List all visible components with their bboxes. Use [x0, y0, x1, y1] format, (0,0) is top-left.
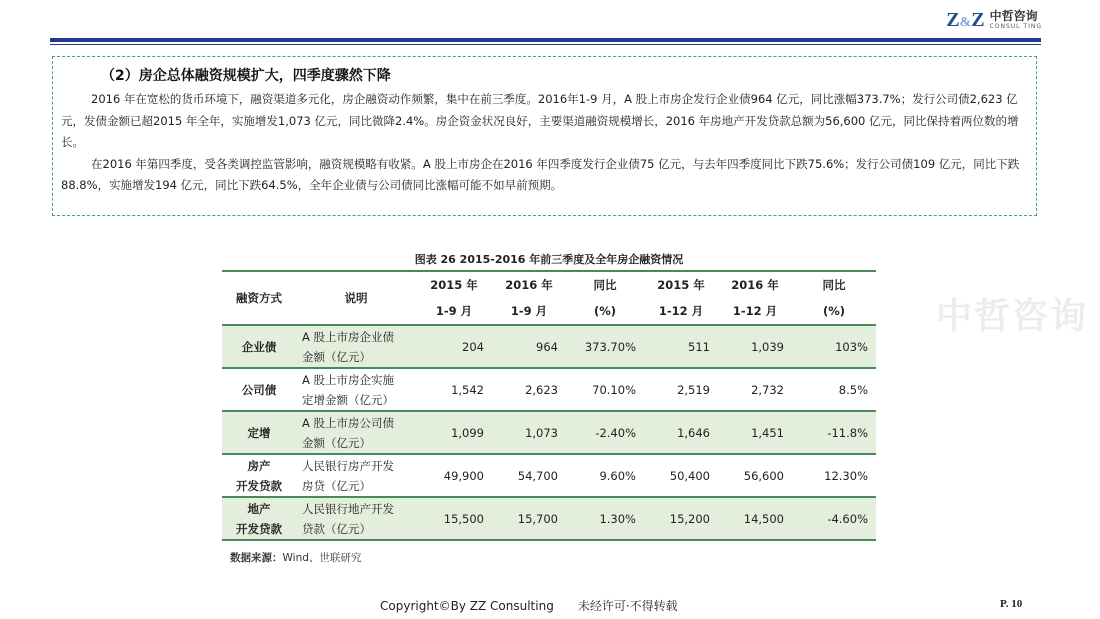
header-rule-thin [50, 44, 1041, 45]
table-row [222, 325, 876, 368]
cell-yoy-9: 70.10% [566, 368, 644, 411]
cell-2015-9: 1,099 [416, 411, 492, 454]
row-name: 定增 [222, 411, 296, 454]
cell-yoy-9: 9.60% [566, 454, 644, 497]
cell-yoy-9: -2.40% [566, 411, 644, 454]
cell-yoy-12: 8.5% [792, 368, 876, 411]
header-2015-12: 2015 年 [644, 271, 718, 298]
cell-2015-12: 15,200 [644, 497, 718, 540]
cell-2015-12: 1,646 [644, 411, 718, 454]
cell-2015-9: 15,500 [416, 497, 492, 540]
logo-mark: Z&Z [946, 8, 984, 31]
cell-2015-9: 204 [416, 325, 492, 368]
cell-2016-12: 1,039 [718, 325, 792, 368]
header-yoy-9-sub: (%) [593, 304, 617, 318]
copyright-text: Copyright©By ZZ Consulting [380, 599, 554, 613]
cell-2015-12: 50,400 [644, 454, 718, 497]
watermark: 中哲咨询 [936, 296, 1089, 337]
row-name: 公司债 [222, 368, 296, 411]
cell-2016-9: 54,700 [492, 454, 566, 497]
reprint-notice: 未经许可·不得转载 [577, 599, 678, 613]
section-heading: （2）房企总体融资规模扩大，四季度骤然下降 [101, 68, 391, 84]
cell-yoy-12: 103% [792, 325, 876, 368]
row-desc: A 股上市房公司债 金额（亿元） [296, 411, 416, 454]
row-name: 企业债 [222, 325, 296, 368]
header-2016-12-sub: 1-12 月 [732, 304, 778, 318]
header-yoy-12: 同比 [792, 271, 876, 298]
row-desc: A 股上市房企实施 定增金额（亿元） [296, 368, 416, 411]
cell-yoy-12: 12.30% [792, 454, 876, 497]
header-2016-9-sub: 1-9 月 [510, 304, 548, 318]
summary-box [52, 56, 1037, 216]
cell-yoy-12: -11.8% [792, 411, 876, 454]
financing-table [222, 270, 876, 541]
cell-2016-12: 1,451 [718, 411, 792, 454]
table-row [222, 497, 876, 540]
header-2015-9-sub: 1-9 月 [435, 304, 473, 318]
cell-2015-9: 49,900 [416, 454, 492, 497]
page-number: P. 10 [1000, 598, 1023, 610]
cell-yoy-12: -4.60% [792, 497, 876, 540]
header-2015-12-sub: 1-12 月 [658, 304, 704, 318]
cell-yoy-9: 373.70% [566, 325, 644, 368]
header-2016-9: 2016 年 [492, 271, 566, 298]
figure-title: 图表 26 2015-2016 年前三季度及全年房企融资情况 [414, 253, 684, 266]
row-name: 地产 开发贷款 [222, 497, 296, 540]
table-row [222, 411, 876, 454]
logo-english-name: CONSUL TING [989, 23, 1042, 30]
paragraph-2: 在2016 年第四季度，受各类调控监管影响，融资规模略有收紧。A 股上市房企在2016 年四季度发行企业债75 亿元，与去年四季度同比下跌75.6%；发行公司债109 亿元，同比下跌88.8%，实施增发194 亿元，同比下跌64.5%，全年企业债与公司债同比涨幅可能不如早前预期。 [61, 156, 1020, 192]
paragraph-1: 2016 年在宽松的货币环境下，融资渠道多元化，房企融资动作频繁，集中在前三季度。2016年1-9 月，A 股上市房企发行企业债964 亿元，同比涨幅373.7%；发行公司债2,623 亿元，发债金额已超2015 年全年，实施增发1,073 亿元，同比微降2.4%。房企资金状况良好，主要渠道融资规模增长，2016 年房地产开发贷款总额为56,600 亿元，同比保持着两位数的增长。 [61, 92, 1019, 149]
footer [380, 597, 678, 614]
header-rule-thick [50, 38, 1041, 42]
header-yoy-12-sub: (%) [822, 304, 846, 318]
header-desc: 说明 [296, 271, 416, 325]
cell-yoy-9: 1.30% [566, 497, 644, 540]
table-row [222, 368, 876, 411]
header-2016-12: 2016 年 [718, 271, 792, 298]
header-method: 融资方式 [222, 271, 296, 325]
table-row [222, 454, 876, 497]
brand-logo [946, 8, 1042, 32]
row-name: 房产 开发贷款 [222, 454, 296, 497]
cell-2016-9: 1,073 [492, 411, 566, 454]
cell-2016-12: 14,500 [718, 497, 792, 540]
cell-2016-12: 2,732 [718, 368, 792, 411]
cell-2015-12: 511 [644, 325, 718, 368]
cell-2016-9: 2,623 [492, 368, 566, 411]
row-desc: 人民银行房产开发 房贷（亿元） [296, 454, 416, 497]
logo-chinese-name: 中哲咨询 [989, 9, 1038, 23]
cell-2015-12: 2,519 [644, 368, 718, 411]
cell-2016-12: 56,600 [718, 454, 792, 497]
row-desc: A 股上市房企业债 金额（亿元） [296, 325, 416, 368]
header-2015-9: 2015 年 [416, 271, 492, 298]
cell-2016-9: 964 [492, 325, 566, 368]
cell-2015-9: 1,542 [416, 368, 492, 411]
cell-2016-9: 15,700 [492, 497, 566, 540]
data-source: 数据来源：Wind、世联研究 [230, 552, 362, 564]
row-desc: 人民银行地产开发 贷款（亿元） [296, 497, 416, 540]
header-yoy-9: 同比 [566, 271, 644, 298]
